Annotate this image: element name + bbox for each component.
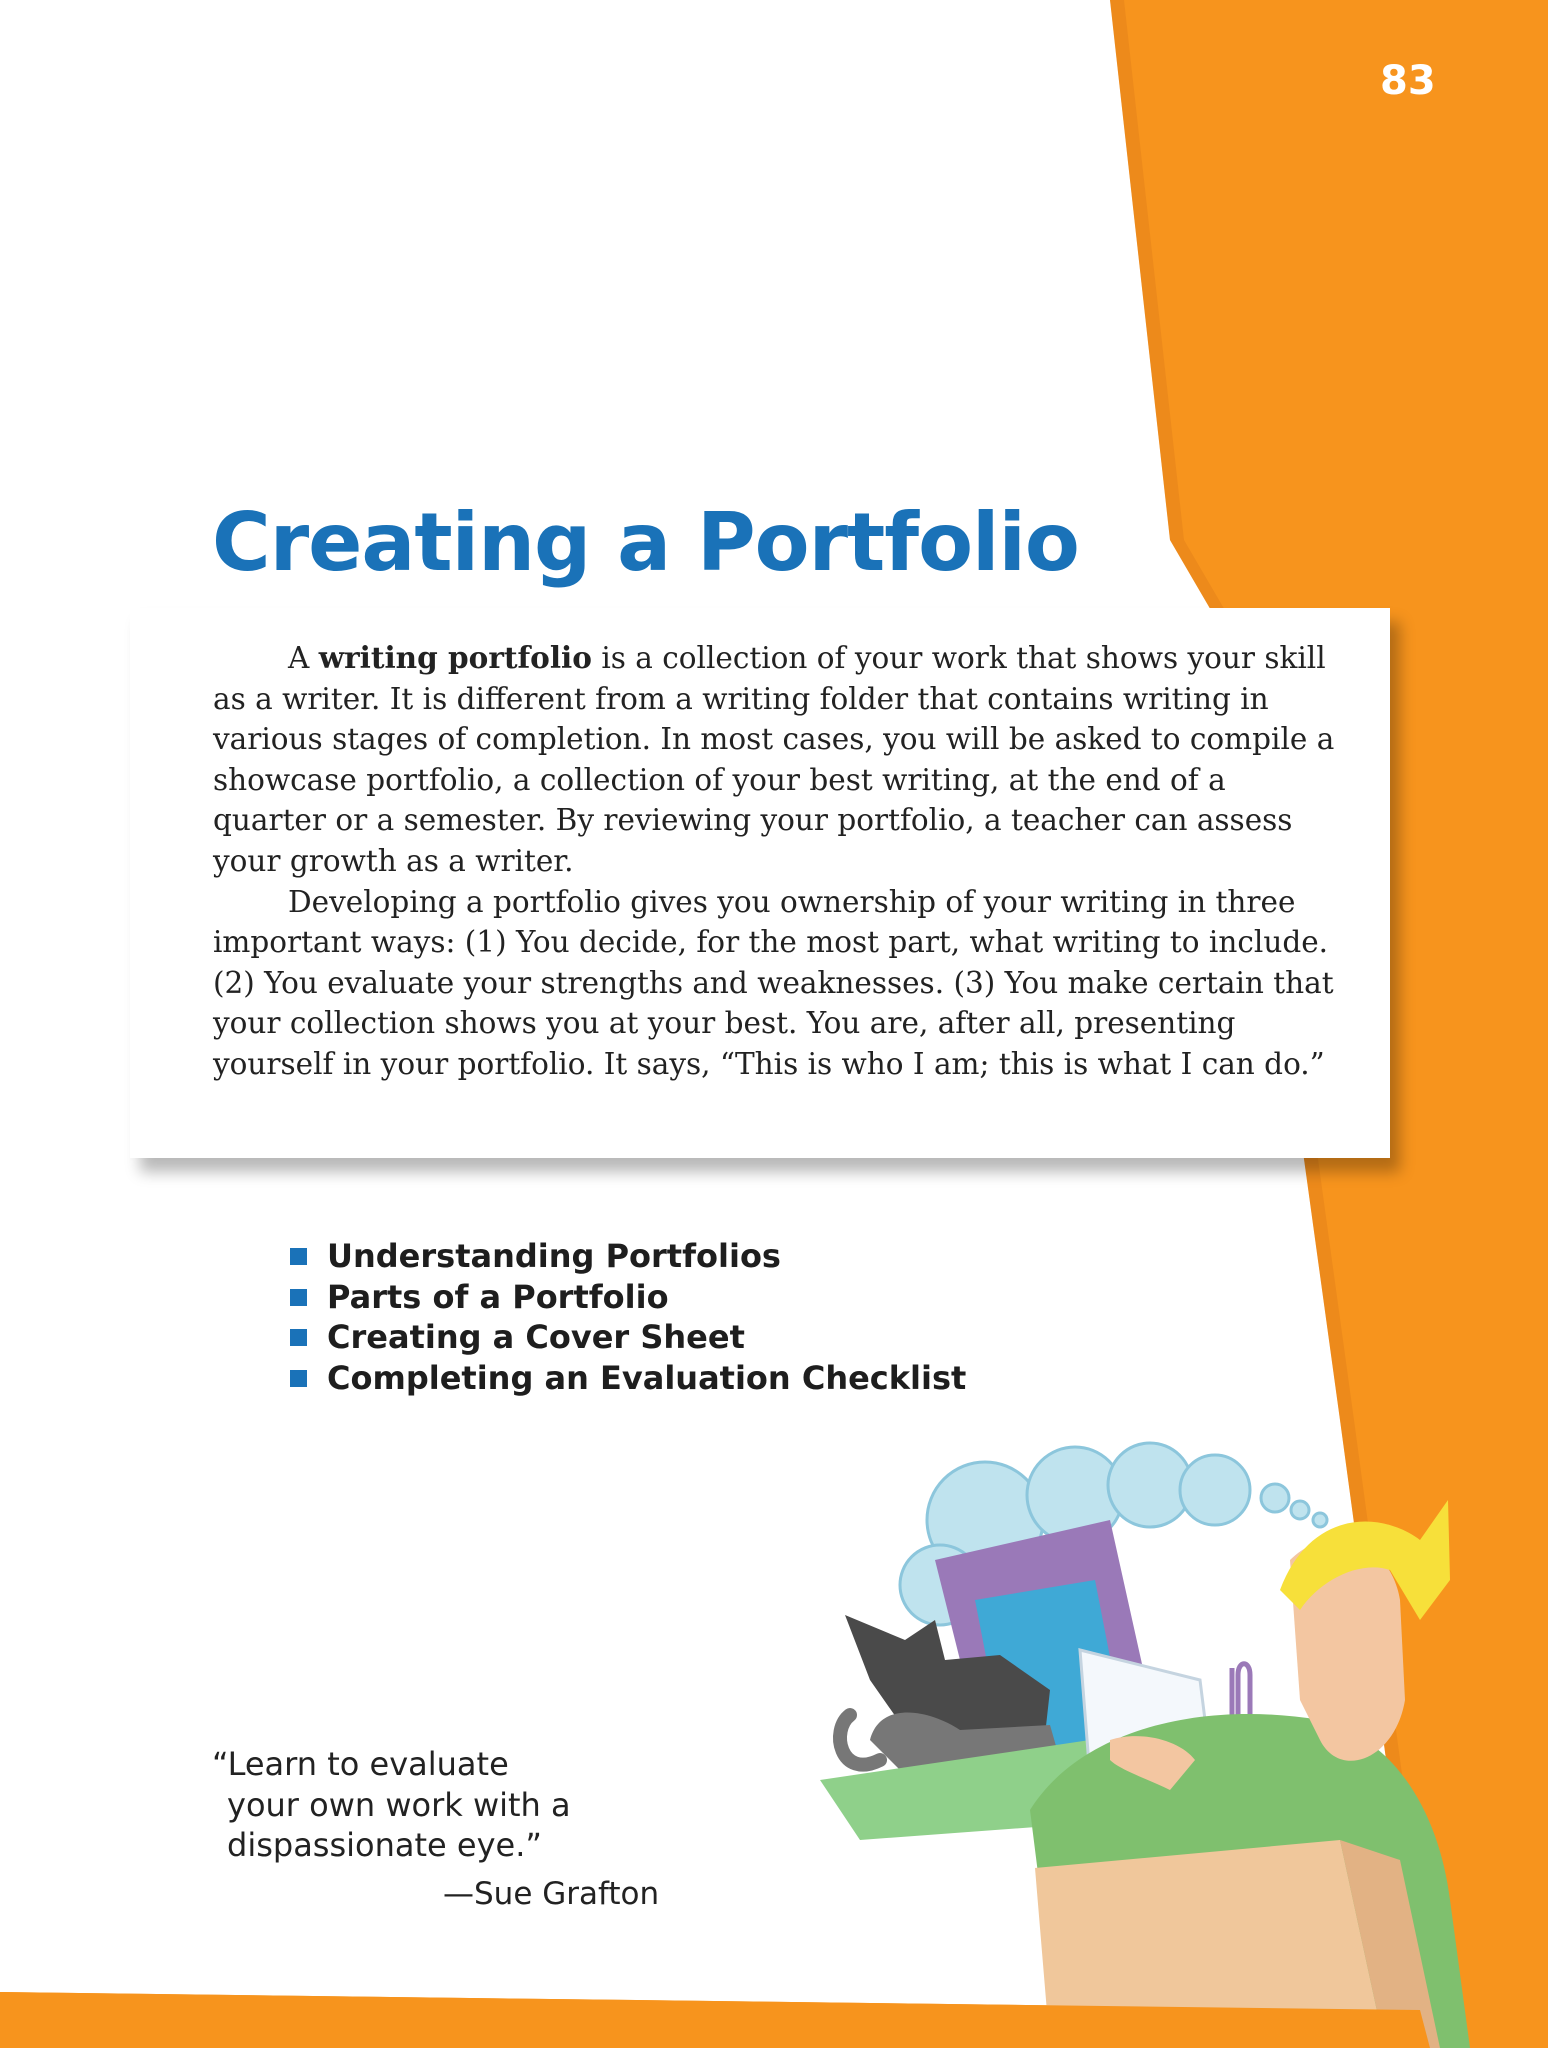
intro-text: [213, 638, 1343, 1085]
quote-line: your own work with a: [227, 1785, 571, 1824]
topic-item: [290, 1358, 966, 1399]
topic-label: Parts of a Portfolio: [327, 1277, 669, 1316]
topic-label: Understanding Portfolios: [327, 1237, 781, 1275]
topic-item: [290, 1317, 966, 1358]
intro-paragraph-1-rest: is a collection of your work that shows your skill as a writer. It is different from a writing folder that contains writing in various stages of completion. In most cases, you will be asked to compile a showcase portfolio, a collection of your best writing, at the end of a quarter or a semester. By reviewing your portfolio, a teacher can assess your growth as a writer.: [213, 641, 1335, 878]
quote-line: dispassionate eye.”: [227, 1826, 542, 1864]
bullet-square-icon: [290, 1370, 307, 1387]
page-title: Creating a Portfolio: [212, 496, 1079, 589]
bullet-square-icon: [290, 1289, 307, 1306]
topic-list: [290, 1236, 966, 1399]
key-term: writing portfolio: [318, 640, 592, 675]
topic-label: Creating a Cover Sheet: [327, 1318, 745, 1357]
bullet-square-icon: [290, 1248, 307, 1265]
quote-attribution: —Sue Grafton: [443, 1876, 660, 1912]
quote-line: “Learn to evaluate: [212, 1745, 509, 1783]
bullet-square-icon: [290, 1329, 307, 1346]
intro-paragraph-2: Developing a portfolio gives you ownership of your writing in three important ways: (1) You decide, for the most part, what writing to include. (2) You evaluate your strengths and weaknesses. (3) You make certain that your collection shows you at your best. You are, after all, presenting yourself in your portfolio. It says, “This is who I am; this is what I can do.”: [213, 884, 1334, 1081]
topic-label: Completing an Evaluation Checklist: [327, 1359, 967, 1398]
intro-paragraph-1: [213, 638, 1343, 882]
topic-item: [290, 1277, 966, 1318]
illustration: [820, 1443, 1470, 2048]
topic-item: [290, 1236, 966, 1277]
quote: [212, 1744, 571, 1866]
intro-lead: A: [288, 641, 319, 675]
page-number: 83: [1380, 58, 1436, 104]
